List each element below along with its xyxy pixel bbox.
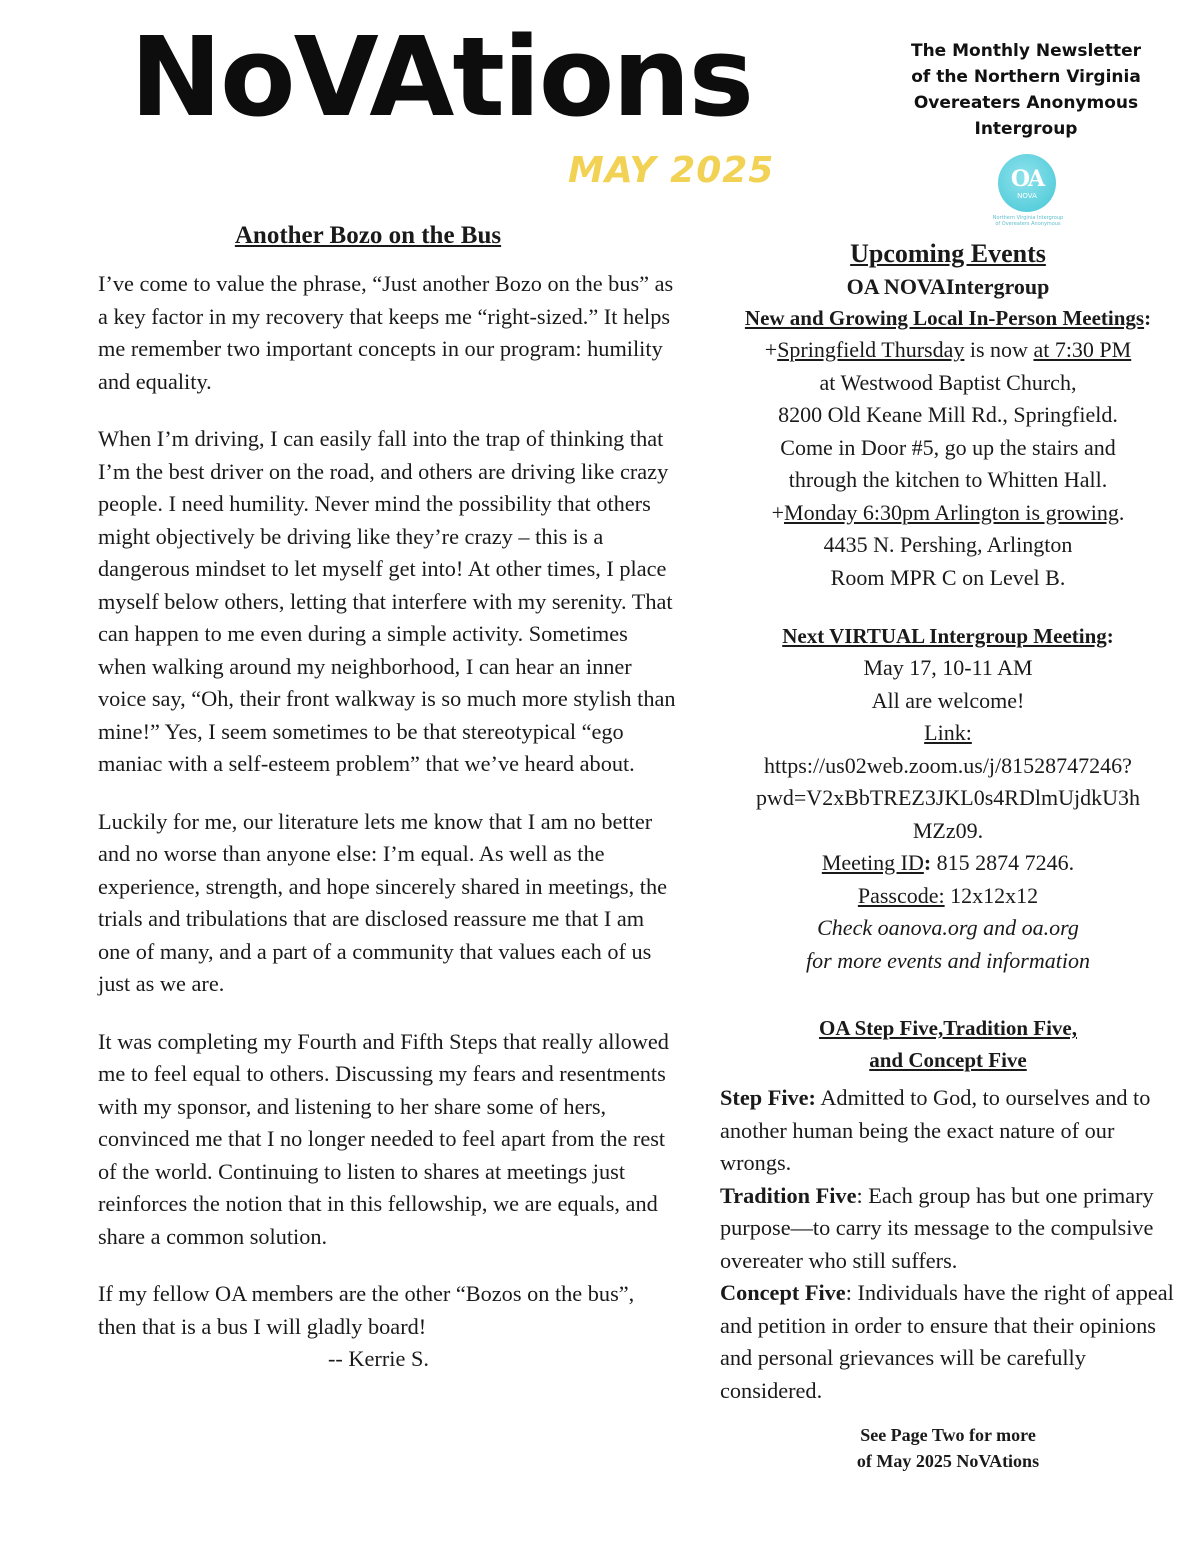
arlington-detail: 4435 N. Pershing, Arlington <box>823 532 1073 557</box>
logo-caption: Northern Virginia Intergroup of Overeaters Anonymous <box>992 215 1064 227</box>
arlington-meeting: +Monday 6:30pm Arlington is growing. <box>771 499 1125 525</box>
virtual-meeting-label: Next VIRTUAL Intergroup Meeting <box>782 624 1107 648</box>
events-org: OA NOVAIntergroup <box>846 274 1050 299</box>
meeting-id-label: Meeting ID <box>821 850 924 875</box>
concept-five <box>720 1277 1182 1407</box>
virtual-meeting-date: May 17, 10-11 AM <box>863 655 1033 680</box>
logo-mark: OA <box>1010 166 1044 192</box>
article-paragraph: Luckily for me, our literature lets me know that I am no better and no worse than anyone else: I’m equal. As well as the experience, strength, and hope sincerely shared in meetings, the trials and tribulations that are disclosed reassure me that I am one of many, and a part of a community that values each of us just as we are. <box>98 808 667 996</box>
zoom-link[interactable]: MZz09. <box>912 817 984 843</box>
springfield-meeting-name: Springfield Thursday <box>777 337 965 362</box>
article <box>98 222 678 1376</box>
oa-nova-logo <box>992 152 1066 227</box>
article-paragraph: When I’m driving, I can easily fall into the trap of thinking that I’m the best driver on the road, and others are driving like crazy people. I need humility. Never mind the possibility that others might objectively be driving like they’re crazy – this is a dangerous mindset to let myself get into! At other times, I place myself below others, letting that interfere with my serenity. That can happen to me even during a simple activity. Sometimes when walking around my neighborhood, I can hear an inner voice say, “Oh, their front walkway is so much more stylish than mine!” Yes, I seem sometimes to be that stereotypical “ego maniac with a self-esteem problem” that we’ve heard about. <box>98 426 676 776</box>
tagline-line: The Monthly Newsletter <box>910 41 1141 61</box>
step-text: Admitted to God, to ourselves and to another human being the exact nature of our wrongs. <box>720 1085 1151 1175</box>
springfield-detail: Come in Door #5, go up the stairs and <box>780 434 1116 460</box>
article-paragraph: If my fellow OA members are the other “Bozos on the bus”, then that is a bus I will gladly board! <box>98 1281 635 1339</box>
logo-name: NOVA <box>1017 192 1037 200</box>
article-paragraph: I’ve come to value the phrase, “Just another Bozo on the bus” as a key factor in my recovery that keeps me “right-sized.” It helps me remember two important concepts in our program: humility and equality. <box>98 271 674 394</box>
events-note: for more events and information <box>806 947 1090 973</box>
events-note: Check oanova.org and oa.org <box>817 915 1079 940</box>
steps-list <box>720 1082 1182 1407</box>
passcode-value: 12x12x12 <box>944 882 1039 908</box>
zoom-link[interactable]: pwd=V2xBbTREZ3JKL0s4RDlmUjdkU3h <box>756 785 1140 810</box>
arlington-meeting-name: Monday 6:30pm Arlington is growing <box>784 499 1119 525</box>
concept-label: Concept Five <box>720 1280 846 1305</box>
tradition-label: Tradition Five <box>720 1182 857 1208</box>
events-heading: Upcoming Events <box>850 239 1046 268</box>
newsletter-title: NoVAtions <box>130 13 753 141</box>
in-person-meetings-heading: New and Growing Local In-Person Meetings: <box>744 306 1152 330</box>
tradition-five <box>720 1180 1182 1278</box>
springfield-detail: at Westwood Baptist Church, <box>819 369 1077 395</box>
passcode <box>700 880 1196 913</box>
springfield-detail: through the kitchen to Whitten Hall. <box>788 467 1108 492</box>
virtual-meeting-heading: Next VIRTUAL Intergroup Meeting: <box>782 624 1114 648</box>
meeting-id-value: 815 2874 7246. <box>931 850 1075 875</box>
springfield-meeting: +Springfield Thursday is now at 7:30 PM <box>764 337 1132 362</box>
step-five <box>720 1082 1182 1180</box>
springfield-meeting-connector: is now <box>964 337 1034 362</box>
issue-date: MAY 2025 <box>568 150 775 191</box>
springfield-meeting-time: at 7:30 PM <box>1033 337 1132 362</box>
article-signature: -- Kerrie S. <box>328 1346 429 1371</box>
in-person-meetings-label: New and Growing Local In-Person Meetings <box>744 306 1145 330</box>
see-more-line: See Page Two for more <box>860 1425 1036 1445</box>
article-title: Another Bozo on the Bus <box>234 222 502 249</box>
tradition-text: : Each group has but one primary purpose—to carry its message to the compulsive overeater who still suffers. <box>720 1182 1154 1273</box>
arlington-detail: Room MPR C on Level B. <box>830 564 1066 590</box>
tagline-line: Intergroup <box>974 119 1078 139</box>
see-page-two-note <box>700 1422 1196 1474</box>
upcoming-events <box>700 236 1196 977</box>
newsletter-tagline <box>895 38 1157 142</box>
steps-title-line: OA Step Five,Tradition Five, <box>818 1016 1078 1040</box>
tagline-line: Overeaters Anonymous <box>913 93 1139 113</box>
zoom-link-label: Link: <box>924 720 972 745</box>
passcode-label: Passcode: <box>857 882 945 908</box>
tagline-line: of the Northern Virginia <box>911 67 1141 87</box>
concept-text: : Individuals have the right of appeal and petition in order to ensure that their opinions and personal grievances will be carefully considered. <box>720 1280 1174 1403</box>
steps-title-line: and Concept Five <box>869 1048 1027 1072</box>
article-paragraph: It was completing my Fourth and Fifth Steps that really allowed me to feel equal to others. Discussing my fears and resentments with my sponsor, and listening to her share some of hers, convinced me that I no longer needed to feel apart from the rest of the world. Continuing to listen to shares at meetings just reinforces the notion that in this fellowship, we are equals, and share a common solution. <box>98 1028 669 1249</box>
see-more-line: of May 2025 NoVAtions <box>856 1451 1040 1471</box>
virtual-meeting-welcome: All are welcome! <box>871 687 1025 713</box>
steps-title <box>700 1012 1196 1076</box>
zoom-link[interactable]: https://us02web.zoom.us/j/81528747246? <box>764 752 1132 778</box>
step-label: Step Five: <box>720 1085 816 1110</box>
springfield-detail: 8200 Old Keane Mill Rd., Springfield. <box>778 402 1118 427</box>
meeting-id: Meeting ID: 815 2874 7246. <box>821 850 1075 875</box>
